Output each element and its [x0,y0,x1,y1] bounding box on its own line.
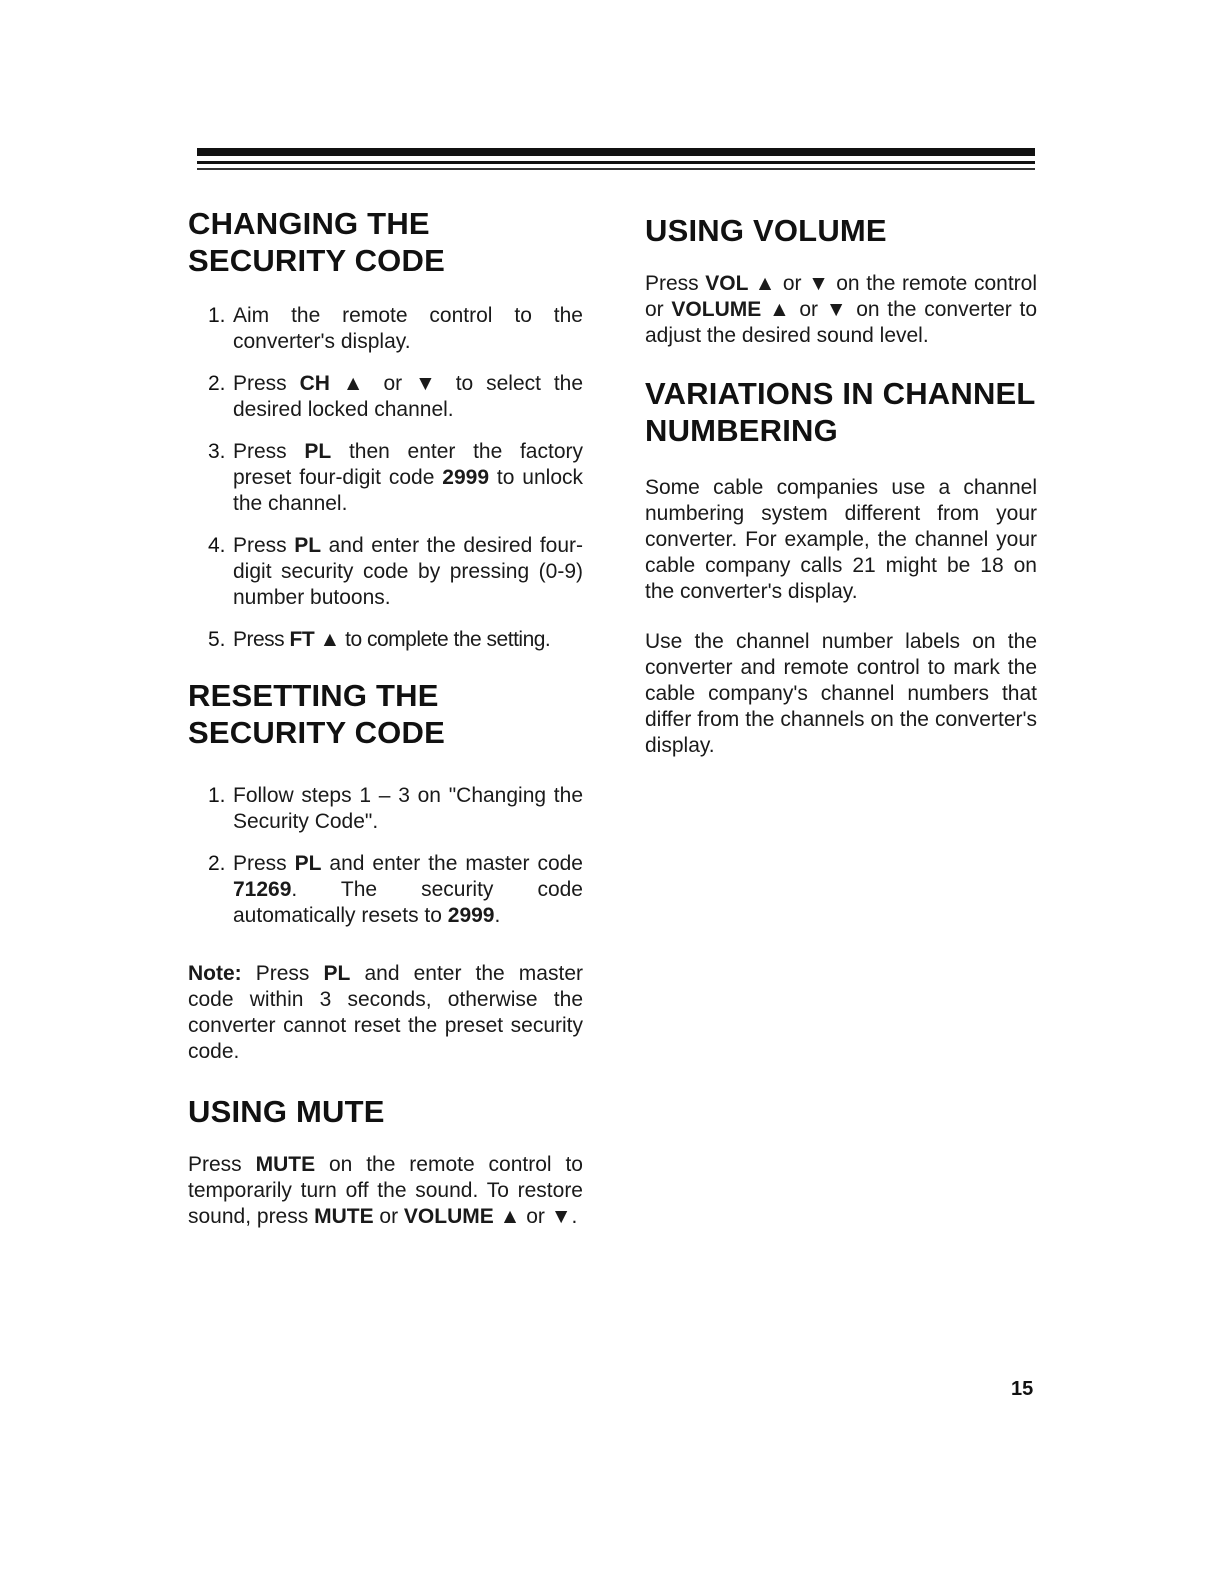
note-label: Note: [188,962,242,985]
resetting-steps-list [188,783,583,929]
left-column [188,205,583,1230]
header-rule-thin [197,161,1035,164]
variations-paragraph-1: Some cable companies use a channel numbering system different from your converter. For example, the channel your cable company calls 21 might be 18 on the converter's display. [645,476,1037,603]
right-column [645,212,1037,759]
step-number: 1. [208,784,226,807]
list-item [188,627,583,653]
step-number: 3. [208,440,226,463]
changing-security-code-heading: CHANGING THE SECURITY CODE [188,206,445,278]
step-text: Press PL and enter the master code 71269. The security code automatically resets to 2999. [233,852,583,927]
step-text: Press FT ▲ to complete the setting. [233,628,551,651]
step-text: Press PL and enter the desired four-digit security code by pressing (0-9) number butoons. [233,534,583,609]
step-number: 2. [208,852,226,875]
step-text: Press PL then enter the factory preset four-digit code 2999 to unlock the channel. [233,440,583,515]
list-item [188,371,583,423]
variations-paragraph-2: Use the channel number labels on the converter and remote control to mark the cable company's channel numbers that differ from the channels on the converter's display. [645,630,1037,757]
step-text: Aim the remote control to the converter's display. [233,304,583,353]
step-number: 4. [208,534,226,557]
list-item [188,533,583,611]
variations-channel-numbering-heading: VARIATIONS IN CHANNEL NUMBERING [645,376,1035,448]
using-mute-heading: USING MUTE [188,1094,385,1129]
volume-paragraph: Press VOL ▲ or ▼ on the remote control or VOLUME ▲ or ▼ on the converter to adjust the desired sound level. [645,272,1037,347]
list-item [188,439,583,517]
step-number: 5. [208,628,226,651]
step-text: Press CH ▲ or ▼ to select the desired locked channel. [233,372,584,421]
list-item [188,783,583,835]
header-rule-thick [197,148,1035,156]
list-item [188,851,583,929]
header-rule-hairline [197,168,1035,170]
list-item [188,303,583,355]
resetting-security-code-heading: RESETTING THE SECURITY CODE [188,678,445,750]
mute-paragraph: Press MUTE on the remote control to temporarily turn off the sound. To restore sound, press MUTE or VOLUME ▲ or ▼. [188,1153,583,1228]
note-paragraph: Note: Press PL and enter the master code within 3 seconds, otherwise the converter cannot reset the preset security code. [188,962,583,1063]
step-number: 1. [208,304,226,327]
page-number: 15 [1011,1378,1034,1400]
step-number: 2. [208,372,226,395]
using-volume-heading: USING VOLUME [645,213,887,248]
changing-steps-list [188,303,583,653]
step-text: Follow steps 1 – 3 on "Changing the Security Code". [233,784,583,833]
